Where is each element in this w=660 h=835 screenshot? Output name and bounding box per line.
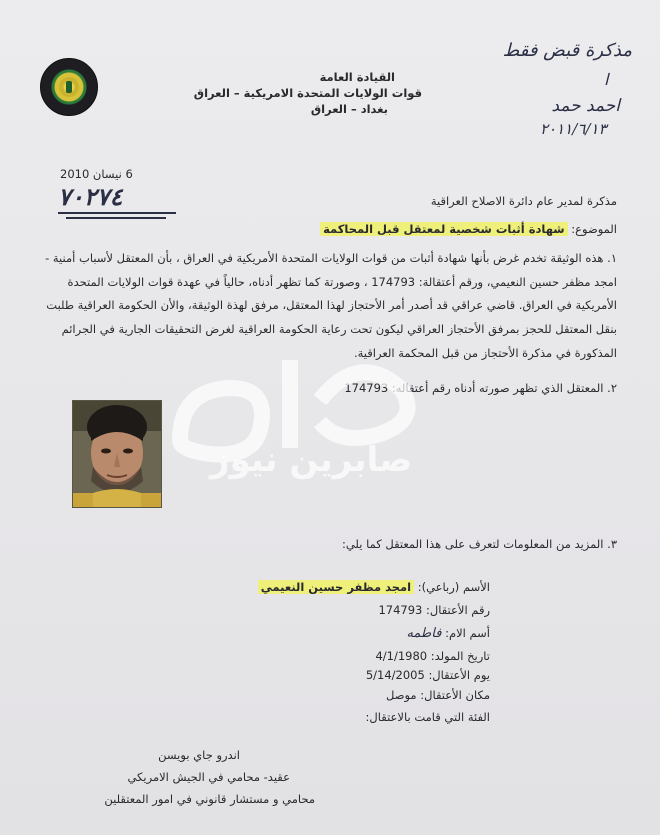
ref-underline [58,212,176,214]
para1-line-2: امجد مظفر حسين النعيمي، ورقم أعتقالة: 174793 ، وصورتة كما تظهر أدناه، حالياً في عهدة قوات الولايات المتحدة [67,275,617,289]
detail-value: 5/14/2005 [365,668,425,682]
detail-value: امجد مظفر حسين النعيمي [258,580,414,594]
signatory-rank: عقيد- محامي في الجيش الامريكي [127,770,290,784]
signatory-role: محامي و مستشار قانوني في امور المعتقلين [104,792,315,806]
para1-line-4: بنقل المعتقل للحجز بمرفق الأحتجاز العراقي ليكون تحت رعاية الحكومة العراقية لغرض التحقيقات الجارية في الجرائم [61,322,617,336]
detail-label: الفئة التي قامت بالاعتقال: [365,710,490,724]
detail-value: موصل [386,688,417,702]
detail-full-name [258,580,490,595]
detail-label: رقم الأعتقال: [426,603,490,617]
detail-mother-name [406,626,490,641]
subject-label: الموضوع: [571,222,617,236]
detail-value: 4/1/1980 [375,649,428,663]
detail-value: فاطمه [406,626,442,641]
detail-label: يوم الأعتقال: [428,668,490,682]
detail-label: أسم الام: [445,626,490,640]
detail-arrest-date [366,668,490,683]
header-line-2: قوات الولايات المتحدة الامريكية – العراق [193,86,422,100]
para3: ٣. المزيد من المعلومات لتعرف على هذا المعتقل كما يلي: [341,537,617,551]
detail-label: مكان الأعتقال: [420,688,490,702]
handwritten-date: ٢٠١١/٦/١٣ [540,120,607,138]
subject-line [320,222,617,237]
detail-detention-number [354,603,490,618]
detail-arresting-unit [366,710,490,725]
detail-birth-date [375,649,490,664]
subject-text: شهادة أثبات شخصية لمعتقل قبل المحاكمة [320,222,568,236]
detainee-photo [72,400,162,508]
watermark-text: صابرين نيوز [210,440,413,480]
document-page: القيادة العامة قوات الولايات المتحدة الامريكية – العراق بغداد – العراق مذكرة قبض فقط ا احمد حمد ٢٠١١/٦/١٣ 6 نيسان 2010 ٧٠٢٧٤ مذكرة لمدير عام دائرة الاصلاح العراقية الموضوع: شهادة أثبات شخصية لمعتقل قبل المحاكمة ١. هذه الوثيقة تخدم غرض بأنها شهادة أثبات من قوات الولايات المتحدة الأمريكية في العراق ، بأن المعتقل لأسباب أمنية - امجد مظفر حسين النعيمي، ورقم أعتقالة: 174793 ، وصورتة كما تظهر أدناه، حالياً في عهدة قوات الولايات المتحدة الأمريكية في العراق. قاضي عراقي قد أصدر أمر الأحتجاز لهذا المعتقل، مرفق لهذة الوثيقة، والأن الحكومة العراقية طلبت بنقل المعتقل للحجز بمرفق الأحتجاز العراقي ليكون تحت رعاية الحكومة العراقية لغرض التحقيقات الجارية في الجرائم المذكورة في مذكرة الأحتجاز من قبل المحكمة العراقية. ٢. المعتقل الذي تظهر صورته أدناه رقم أعتقاله: 174793 ٣. المزيد من المعلومات لتعرف على هذا المعتقل كما يلي: الأسم (رباعي): امجد مظفر حسين النعيمي رقم الأعتقال: 174793 أسم الام: فاطمه تاريخ المولد: 4/1/1980 يوم الأعتقال: 5/14/2005 مكان الأعتقال: موصل الفئة التي قامت بالاعتقال: اندرو جاي بويسن عقيد- محامي في الجيش الامريكي محامي و مستشار قانوني في امور المعتقلين صابرين نيوز [0,0,660,835]
header-line-1: القيادة العامة [319,70,395,84]
para2: ٢. المعتقل الذي تظهر صورته أدناه رقم أعتقاله: 174793 [344,381,617,395]
handwritten-name: احمد حمد [551,96,620,116]
memo-recipient: مذكرة لمدير عام دائرة الاصلاح العراقية [430,194,617,208]
detail-value: 174793 [378,603,423,617]
detail-arrest-place [363,688,490,703]
para1-line-5: المذكورة في مذكرة الأحتجاز من قبل المحكمة العراقية. [353,346,617,360]
us-forces-iraq-seal [40,58,98,116]
document-date: 6 نيسان 2010 [60,167,133,181]
handwritten-note: مذكرة قبض فقط [502,40,632,61]
signatory-name: اندرو جاي بويسن [158,748,240,762]
para1-line-3: الأمريكية في العراق. قاضي عراقي قد أصدر أمر الأحتجاز لهذا المعتقل، مرفق لهذة الوثيقة، والأن الحكومة العراقية طلبت [46,298,617,312]
detail-label: تاريخ المولد: [430,649,490,663]
handwritten-ref-number: ٧٠٢٧٤ [58,182,123,211]
detail-label: الأسم (رباعي): [417,580,490,594]
para1-line-1: ١. هذه الوثيقة تخدم غرض بأنها شهادة أثبات من قوات الولايات المتحدة الأمريكية في العراق ، بأن المعتقل لأسباب أمنية - [45,251,617,265]
header-line-3: بغداد – العراق [310,102,388,116]
